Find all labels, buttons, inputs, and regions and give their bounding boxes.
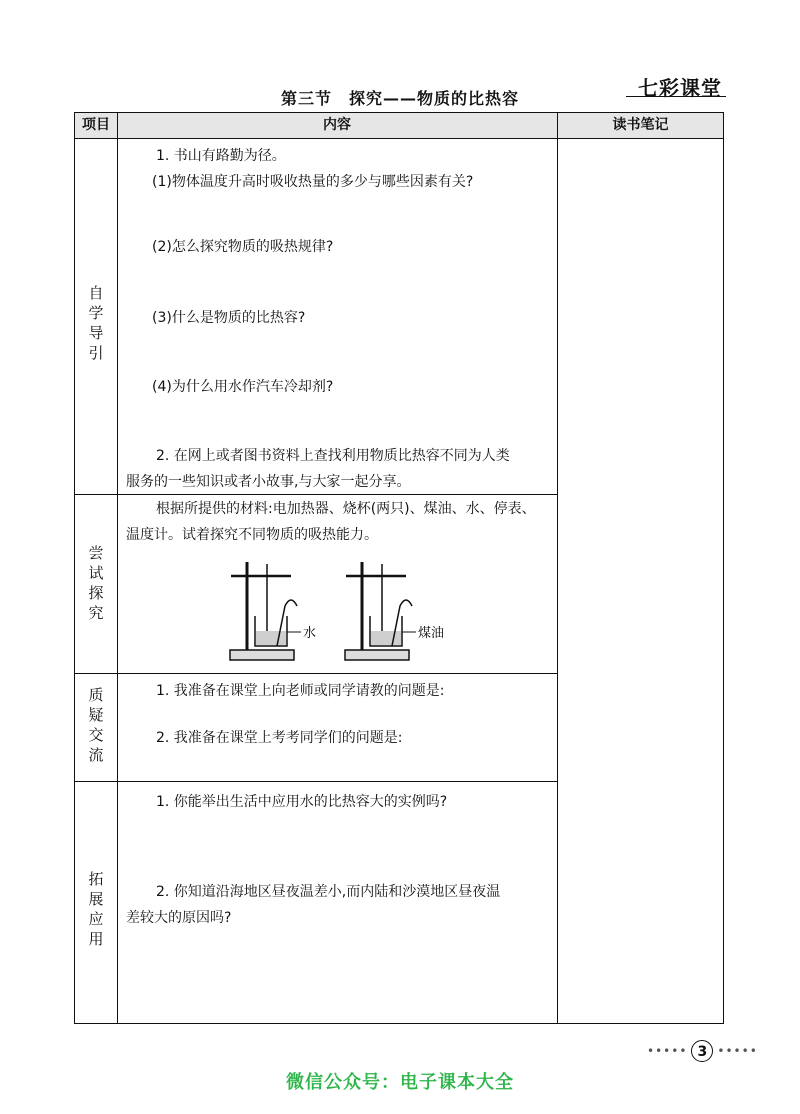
explore-line: 根据所提供的材料:电加热器、烧杯(两只)、煤油、水、停表、 <box>156 501 536 517</box>
section-explore <box>126 496 556 548</box>
page-title: 第三节 探究——物质的比热容 <box>280 89 519 108</box>
row-divider <box>75 781 557 782</box>
brand-logo: 七彩课堂 <box>638 76 722 100</box>
task-line: 2. 在网上或者图书资料上查找利用物质比热容不同为人类 <box>156 448 510 464</box>
question-line: (4)为什么用水作汽车冷却剂? <box>152 379 334 395</box>
question-line: (3)什么是物质的比热容? <box>152 310 306 326</box>
water-apparatus <box>230 562 301 660</box>
watermark-text: 微信公众号：电子课本大全 <box>286 1072 514 1093</box>
explore-line: 温度计。试着探究不同物质的吸热能力。 <box>126 527 378 543</box>
task-line: 服务的一些知识或者小故事,与大家一起分享。 <box>126 474 411 490</box>
section-label-self-study: 自 学 导 引 <box>88 284 104 362</box>
header-item: 项目 <box>82 117 110 133</box>
discuss-line: 1. 我准备在课堂上向老师或同学请教的问题是: <box>156 683 445 699</box>
apply-line: 差较大的原因吗? <box>126 910 232 926</box>
column-divider <box>117 113 118 1023</box>
label-water: 水 <box>303 626 317 641</box>
question-line: (1)物体温度升高时吸收热量的多少与哪些因素有关? <box>152 174 474 190</box>
discuss-line: 2. 我准备在课堂上考考同学们的问题是: <box>156 730 403 746</box>
experiment-figure <box>225 556 455 668</box>
apply-line: 2. 你知道沿海地区昼夜温差小,而内陆和沙漠地区昼夜温 <box>156 884 501 900</box>
decorative-dots: ••••• <box>717 1044 758 1058</box>
label-kerosene: 煤油 <box>418 626 445 641</box>
section-apply-q2 <box>126 879 556 931</box>
decorative-dots: ••••• <box>647 1044 688 1058</box>
section-self-study-task <box>126 443 556 495</box>
row-divider <box>75 673 557 674</box>
header-notes: 读书笔记 <box>612 117 669 133</box>
question-line: (2)怎么探究物质的吸热规律? <box>152 239 334 255</box>
question-line: 1. 书山有路勤为径。 <box>156 148 286 164</box>
header-content: 内容 <box>323 117 351 133</box>
apply-line: 1. 你能举出生活中应用水的比热容大的实例吗? <box>156 794 448 810</box>
section-self-study <box>152 143 546 195</box>
section-label-apply: 拓 展 应 用 <box>88 870 104 948</box>
section-label-explore: 尝 试 探 究 <box>88 544 104 622</box>
section-label-discuss: 质 疑 交 流 <box>88 686 104 764</box>
page-number: 3 <box>691 1040 713 1062</box>
page-number-badge <box>647 1040 758 1062</box>
kerosene-apparatus <box>345 562 416 660</box>
